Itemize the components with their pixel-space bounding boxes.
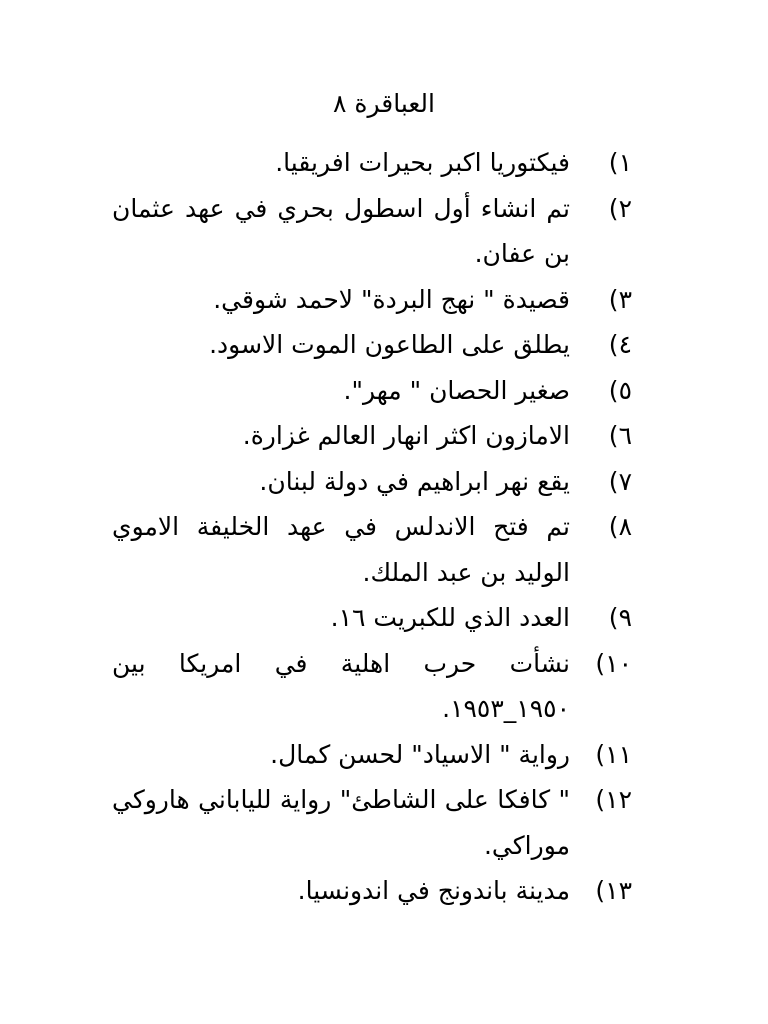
item-number: ١٠) (595, 648, 632, 678)
item-number: ٣) (608, 284, 632, 314)
list-item (112, 777, 632, 868)
item-text: تم انشاء أول اسطول بحري في عهد عثمان بن عفان. (112, 193, 570, 268)
item-text: مدينة باندونج في اندونسيا. (297, 876, 570, 905)
list-item (112, 459, 632, 505)
document-title: العباقرة ٨ (332, 89, 435, 118)
item-text: العدد الذي للكبريت ١٦. (330, 603, 570, 632)
item-number: ١١) (595, 739, 632, 769)
item-number: ١٢) (595, 785, 632, 814)
list-item (112, 868, 632, 914)
list-item (112, 504, 632, 595)
item-number: ١) (608, 148, 632, 177)
item-number: ٥) (608, 375, 632, 405)
item-number: ٤) (608, 330, 632, 359)
list-item (112, 732, 632, 778)
list-item (112, 413, 632, 459)
list-item (112, 322, 632, 368)
list-item (112, 641, 632, 732)
item-text: تم فتح الاندلس في عهد الخليفة الاموي الوليد بن عبد الملك. (112, 512, 570, 587)
item-number: ٦) (608, 421, 632, 450)
list-item (112, 186, 632, 277)
list-item (112, 595, 632, 641)
item-text: فيكتوريا اكبر بحيرات افريقيا. (275, 148, 570, 177)
item-number: ٢) (608, 193, 632, 223)
item-text: " كافكا على الشاطئ" رواية للياباني هاروكي موراكي. (112, 785, 570, 860)
facts-list (112, 140, 632, 914)
list-item (112, 368, 632, 414)
item-text: رواية " الاسياد" لحسن كمال. (270, 739, 570, 769)
list-item (112, 140, 632, 186)
item-text: الامازون اكثر انهار العالم غزارة. (242, 421, 570, 450)
item-text: قصيدة " نهج البردة" لاحمد شوقي. (213, 284, 570, 314)
item-text: يقع نهر ابراهيم في دولة لبنان. (259, 466, 570, 496)
item-number: ٩) (608, 603, 632, 632)
item-text: يطلق على الطاعون الموت الاسود. (209, 330, 570, 359)
item-text: نشأت حرب اهلية في امريكا بين ١٩٥٠_١٩٥٣. (112, 648, 570, 723)
item-number: ٨) (608, 512, 632, 541)
list-item (112, 277, 632, 323)
item-number: ١٣) (595, 876, 632, 905)
item-text: صغير الحصان " مهر". (343, 375, 570, 405)
item-number: ٧) (608, 466, 632, 496)
